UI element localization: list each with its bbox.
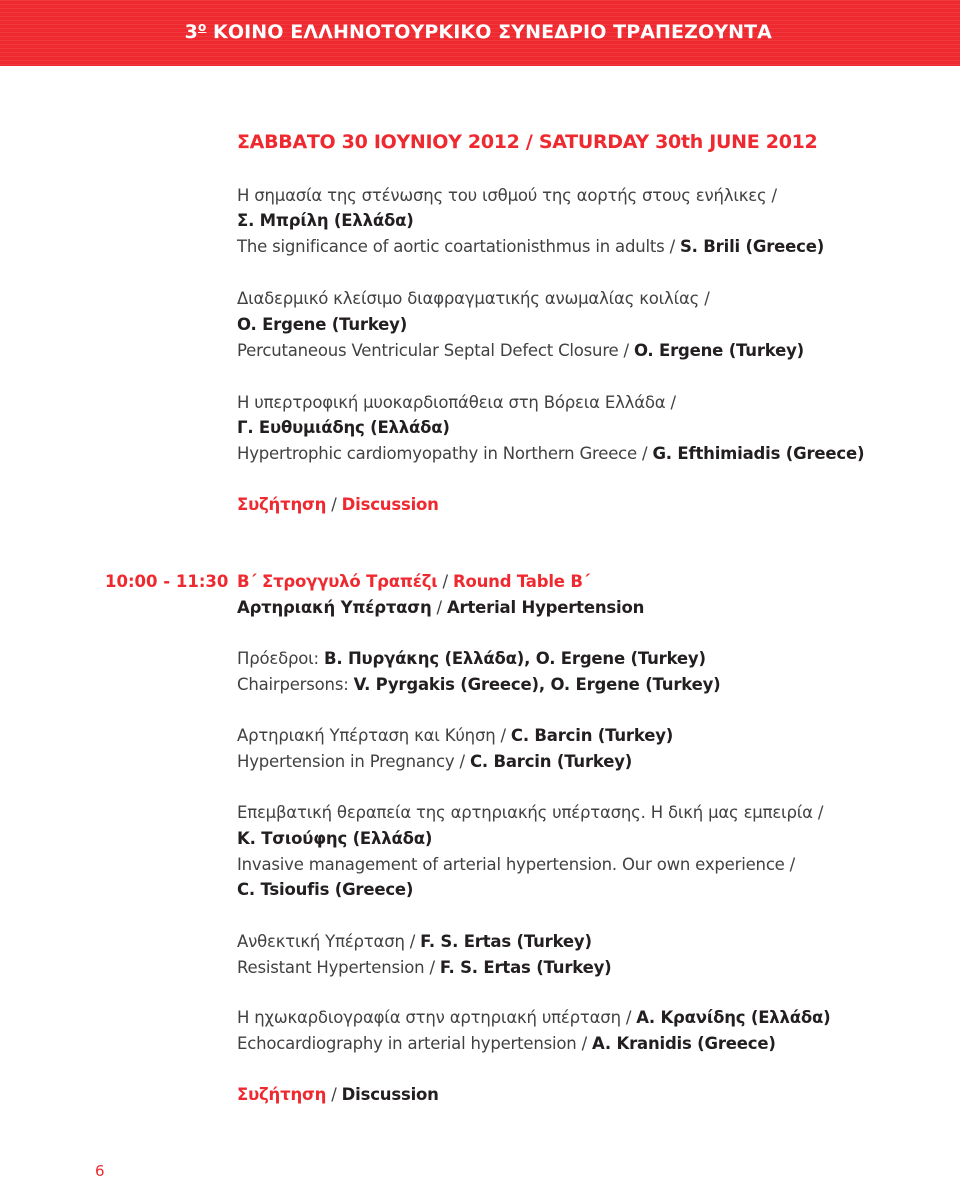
session-time: 10:00 - 11:30 — [105, 572, 229, 591]
chairs-gr: Πρόεδροι: Β. Πυργάκης (Ελλάδα), O. Ergene (Turkey) — [237, 649, 706, 668]
session-title: Β΄ Στρογγυλό Τραπέζι / Round Table B΄ — [237, 572, 590, 591]
session-topic: Αρτηριακή Υπέρταση / Arterial Hypertension — [237, 598, 645, 617]
talk-speaker-en: C. Tsioufis (Greece) — [237, 880, 414, 899]
talk-speaker-gr: Σ. Μπρίλη (Ελλάδα) — [237, 211, 414, 230]
talk-title-en: Invasive management of arterial hypertension. Our own experience / — [237, 855, 796, 874]
discussion: Συζήτηση / Discussion — [237, 1085, 439, 1104]
talk-title-gr: Η σημασία της στένωσης του ισθμού της αορτής στους ενήλικες / — [237, 186, 777, 205]
header-banner — [0, 0, 960, 66]
talk-gr: Αρτηριακή Υπέρταση και Κύηση / C. Barcin (Turkey) — [237, 726, 674, 745]
talk-en: Percutaneous Ventricular Septal Defect Closure / O. Ergene (Turkey) — [237, 341, 805, 360]
talk-gr: Η ηχωκαρδιογραφία στην αρτηριακή υπέρταση / Α. Κρανίδης (Ελλάδα) — [237, 1008, 831, 1027]
talk-en: Hypertrophic cardiomyopathy in Northern Greece / G. Efthimiadis (Greece) — [237, 444, 865, 463]
chairs-en: Chairpersons: V. Pyrgakis (Greece), O. Ergene (Turkey) — [237, 675, 721, 694]
talk-en: The significance of aortic coartationisthmus in adults / S. Brili (Greece) — [237, 237, 825, 256]
talk-speaker-gr: O. Ergene (Turkey) — [237, 315, 408, 334]
day-title: ΣΑΒΒΑΤΟ 30 ΙΟΥΝΙΟΥ 2012 / SATURDAY 30th JUNE 2012 — [237, 131, 818, 153]
talk-title-gr: Η υπερτροφική μυοκαρδιοπάθεια στη Βόρεια Ελλάδα / — [237, 393, 676, 412]
talk-en: Echocardiography in arterial hypertension / A. Kranidis (Greece) — [237, 1034, 776, 1053]
page-number: 6 — [95, 1162, 105, 1180]
talk-gr: Ανθεκτική Υπέρταση / F. S. Ertas (Turkey) — [237, 932, 592, 951]
talk-title-gr: Επεμβατική θεραπεία της αρτηριακής υπέρτασης. Η δική μας εμπειρία / — [237, 803, 824, 822]
talk-speaker-gr: Κ. Τσιούφης (Ελλάδα) — [237, 829, 433, 848]
talk-en: Resistant Hypertension / F. S. Ertas (Turkey) — [237, 958, 612, 977]
conference-title: $3^o$ ΚΟΙΝΟ ΕΛΛΗΝΟΤΟΥΡΚΙΚΟ ΣΥΝΕΔΡΙΟ ΤΡΑΠΕΖΟΥΝΤΑ — [184, 20, 772, 43]
discussion: Συζήτηση / Discussion — [237, 495, 439, 514]
talk-speaker-gr: Γ. Ευθυμιάδης (Ελλάδα) — [237, 418, 450, 437]
talk-en: Hypertension in Pregnancy / C. Barcin (Turkey) — [237, 752, 633, 771]
talk-title-gr: Διαδερμικό κλείσιμο διαφραγματικής ανωμαλίας κοιλίας / — [237, 289, 710, 308]
